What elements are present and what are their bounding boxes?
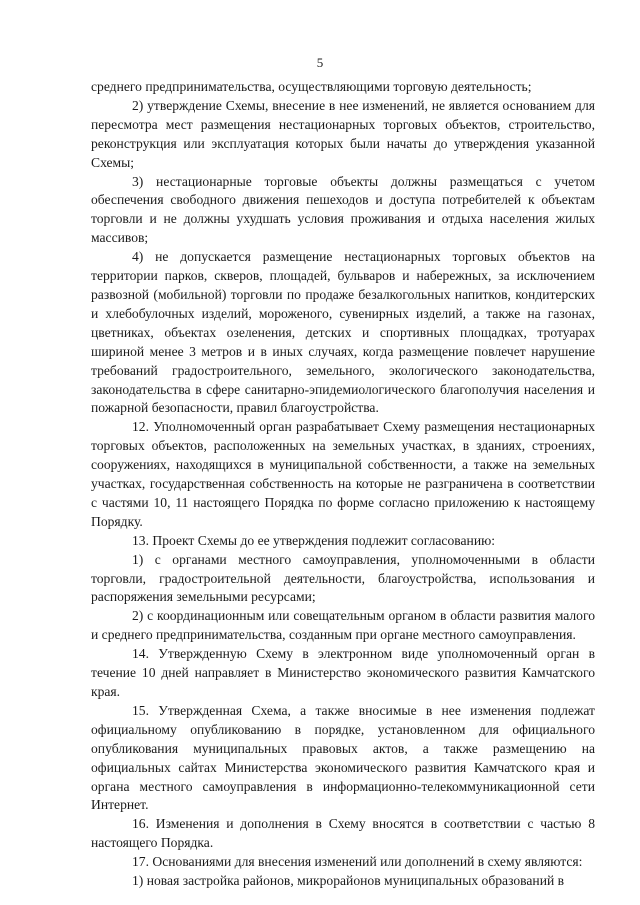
paragraph: 15. Утвержденная Схема, а также вносимые в нее изменения подлежат официальному опубликованию в порядке, установленном для официального опубликования муниципальных правовых актов, а также размещению на официальных сайтах Министерства экономического развития Камчатского края и органа местного самоуправления в информационно-телекоммуникационной сети Интернет. <box>91 702 595 813</box>
paragraph: 3) нестационарные торговые объекты должны размещаться с учетом обеспечения свободного движения пешеходов и доступа потребителей к объектам торговли и не должны ухудшать условия проживания и отдыха населения жилых массивов; <box>91 173 595 246</box>
paragraph: 17. Основаниями для внесения изменений или дополнений в схему являются: <box>132 854 583 870</box>
paragraph: 14. Утвержденную Схему в электронном виде уполномоченный орган в течение 10 дней направляет в Министерство экономического развития Камчатского края. <box>91 646 595 699</box>
paragraph: 12. Уполномоченный орган разрабатывает Схему размещения нестационарных торговых объектов, расположенных на земельных участках, в зданиях, строениях, сооружениях, находящихся в муниципальной собственности, а также на земельных участках, государственная собственность на которые не разграничена в соответствии с частями 10, 11 настоящего Порядка по форме согласно приложению к настоящему Порядку. <box>91 419 595 529</box>
paragraph: среднего предпринимательства, осуществляющими торговую деятельность; <box>91 79 532 94</box>
paragraph: 16. Изменения и дополнения в Схему вносятся в соответствии с частью 8 настоящего Порядка. <box>91 816 595 851</box>
paragraph: 4) не допускается размещение нестационарных торговых объектов на территории парков, скверов, площадей, бульваров и набережных, за исключением развозной (мобильной) торговли по продаже безалкогольных напитков, кондитерских и хлебобулочных изделий, мороженого, сувенирных изделий, а также на газонах, цветниках, объектах озеленения, детских и спортивных площадках, тротуарах шириной менее 3 метров и в иных случаях, когда размещение повлечет нарушение требований градостроительного, земельного, экологического законодательства, законодательства в сфере санитарно-эпидемиологического благополучия населения и пожарной безопасности, правил благоустройства. <box>91 249 595 416</box>
document-body <box>91 78 595 891</box>
paragraph: 1) новая застройка районов, микрорайонов муниципальных образований в <box>132 873 565 889</box>
page-number: 5 <box>316 55 324 70</box>
paragraph: 2) с координационным или совещательным органом в области развития малого и среднего предпринимательства, созданным при органе местного самоуправления. <box>91 608 595 643</box>
paragraph: 2) утверждение Схемы, внесение в нее изменений, не является основанием для пересмотра мест размещения нестационарных торговых объектов, строительство, реконструкция или эксплуатация которых были начаты до утверждения указанной Схемы; <box>91 97 595 170</box>
paragraph: 13. Проект Схемы до ее утверждения подлежит согласованию: <box>132 532 496 548</box>
paragraph: 1) с органами местного самоуправления, уполномоченными в области торговли, градостроительной деятельности, благоустройства, использования и распоряжения земельными ресурсами; <box>91 551 595 605</box>
